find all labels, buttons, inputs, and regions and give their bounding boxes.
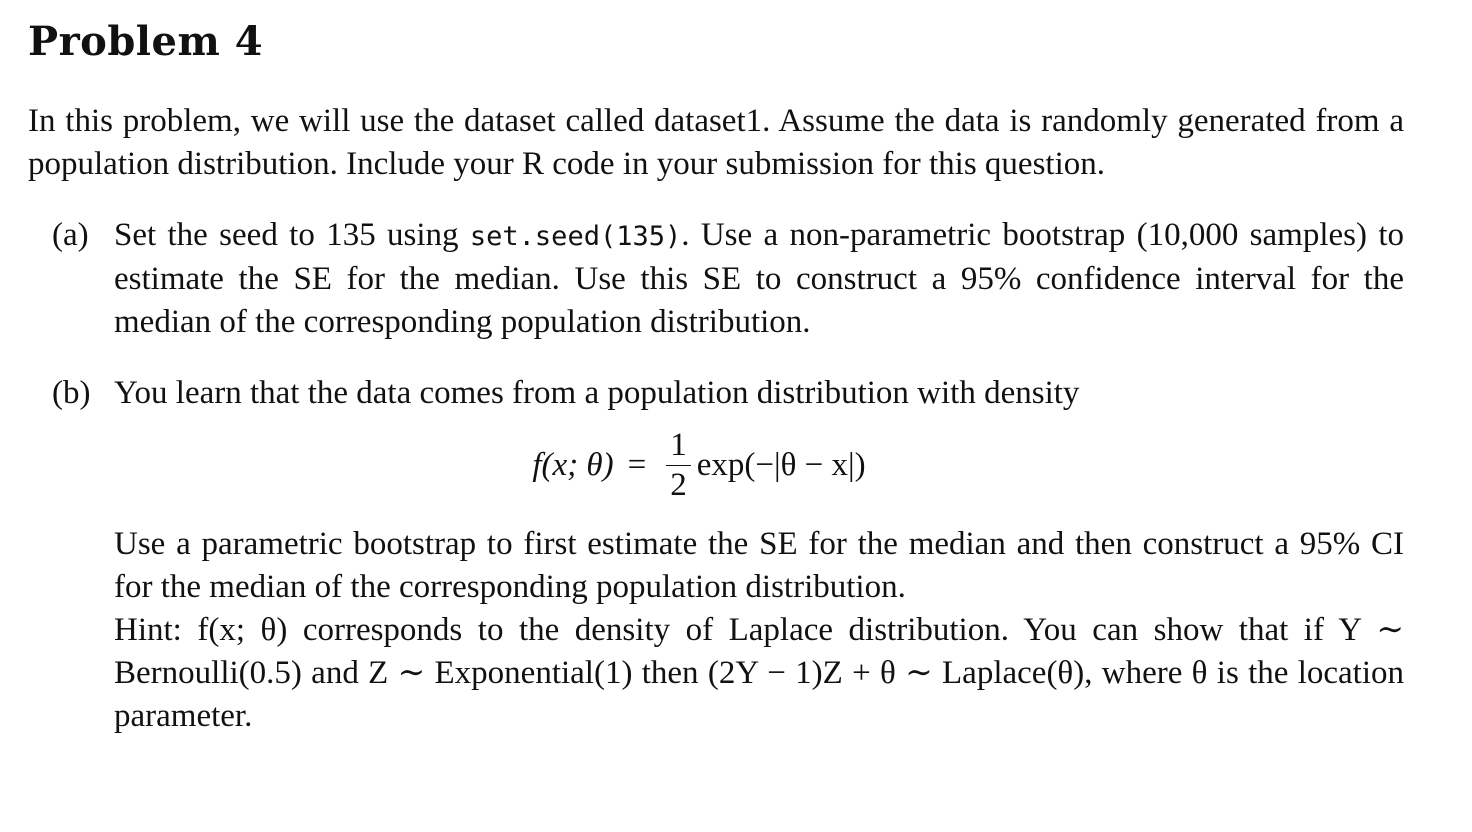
problem-parts [28,214,1404,738]
part-b-body: Use a parametric bootstrap to first estimate the SE for the median and then construct a 95% CI for the median of the corresponding population distribution. [114,526,1404,605]
fraction-denominator: 2 [670,466,687,503]
part-a-code: set.seed(135) [469,221,682,252]
density-equation [114,425,1404,505]
equation-lhs: f(x; θ) [532,447,614,483]
part-a-text-start: Set the seed to 135 using [114,217,470,253]
equation-rhs: exp(−|θ − x|) [696,447,866,483]
problem-intro: In this problem, we will use the dataset called dataset1. Assume the data is randomly generated from a population distribution. Include your R code in your submission for this question. [28,103,1404,182]
part-a [28,214,1404,344]
part-a-label: (a) [52,217,89,253]
problem-page [28,18,1404,738]
part-a-text-end: . Use a non-parametric bootstrap (10,000 samples) to estimate the SE for the median. Use this SE to construct a 95% confidence interval for the median of the corresponding population distribution. [114,217,1404,340]
part-b-label: (b) [52,375,91,411]
equation-fraction [666,426,691,503]
fraction-numerator: 1 [666,429,691,466]
part-b-lead: You learn that the data comes from a population distribution with density [114,375,1080,411]
problem-title: Problem 4 [28,18,264,65]
equation-relation: = [627,447,647,483]
part-b-hint: Hint: f(x; θ) corresponds to the density of Laplace distribution. You can show that if Y ∼ Bernoulli(0.5) and Z ∼ Exponential(1) then (2Y − 1)Z + θ ∼ Laplace(θ), where θ is the location parameter. [114,612,1404,734]
part-b [28,372,1404,738]
